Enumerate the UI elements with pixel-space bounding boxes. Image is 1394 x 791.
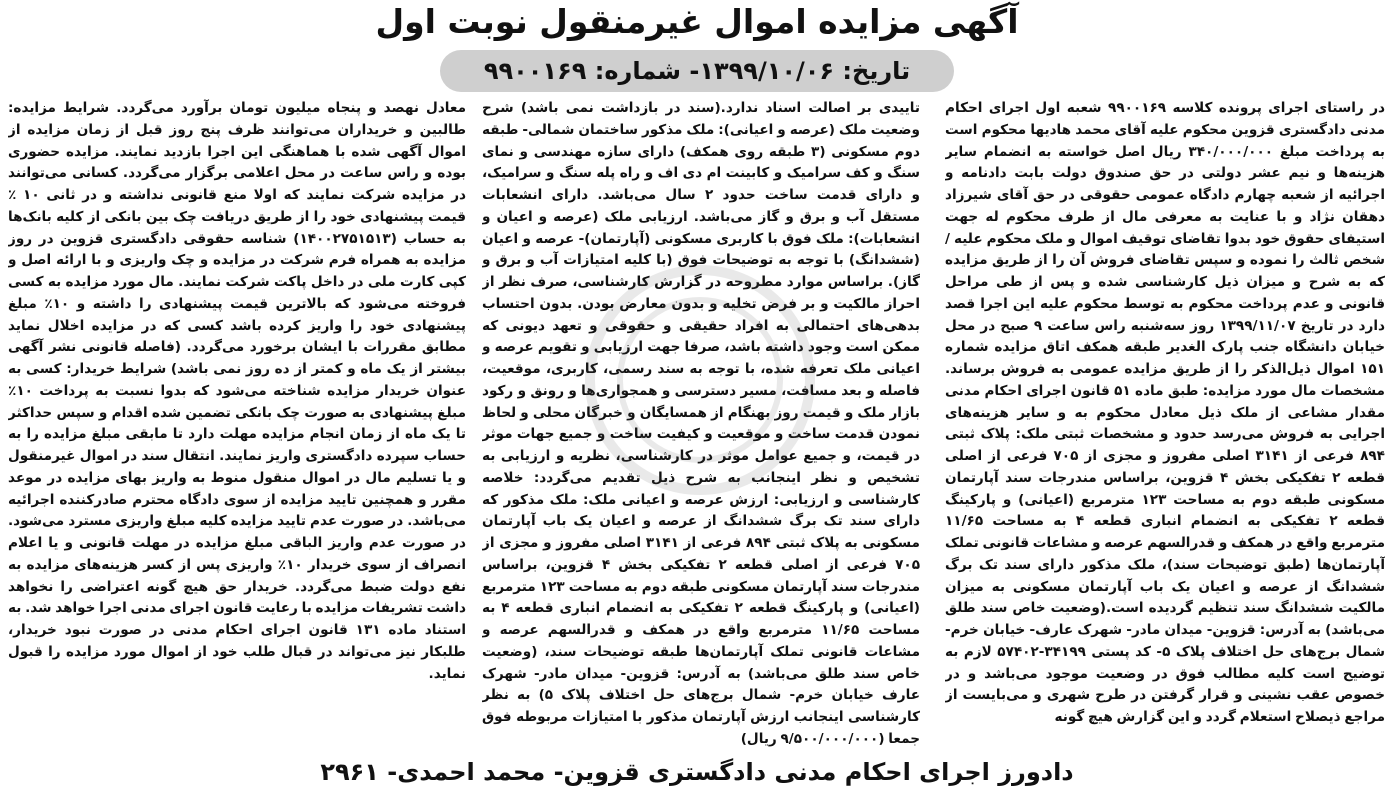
body-column-middle: تاییدی بر اصالت اسناد ندارد.(سند در بازداشت نمی باشد) شرح وضعیت ملک (عرصه و اعیانی): ملک مذکور ساختمان شمالی- طبقه دوم مسکونی (۳ طبقه روی همکف) دارای سازه مهندسی و نمای سنگ و کف سرامیک و کابینت ام دی اف و راه پله سنگ و سرامیک، و دارای قدمت ساخت حدود ۲ سال می‌باشد. دارای انشعابات مستقل آب و برق و گاز می‌باشد. ارزیابی ملک (عرصه و اعیان و انشعابات): ملک فوق با کاربری مسکونی (آپارتمان)- عرصه و اعیان (ششدانگ) با توجه به توضیحات فوق (با کلیه امتیازات آب و برق و گاز). براساس موارد مطروحه در گزارش کارشناسی، صرف نظر از احراز مالکیت و بر فرض تخلیه و بدون معارض بودن. بدون احتساب بدهی‌های احتمالی به افراد حقیقی و حقوقی و تعهد دیونی که ممکن است وجود داشته باشد، صرفا جهت ارزیابی و تقویم عرصه و اعیانی ملک تعرفه شده، با توجه به سند رسمی، کاربری، موقعیت، فاصله و بعد مسافت، مسیر دسترسی و همجواری‌ها و رونق و رکود بازار ملک و قیمت روز بهنگام از همسایگان و خبرگان محلی و لحاظ نمودن قدمت ساخت و موقعیت و کیفیت ساخت و جمیع جهات موثر در قیمت، و جمیع عوامل موثر در کارشناسی، نظریه و ارزیابی به تشخیص و نظر اینجانب به شرح ذیل تقدیم می‌گردد: خلاصه کارشناسی و ارزیابی: ارزش عرصه و اعیانی ملک: ملک مذکور که دارای سند تک برگ ششدانگ از عرصه و اعیان یک باب آپارتمان مسکونی به پلاک ثبتی ۸۹۴ فرعی از ۳۱۴۱ اصلی مفروز و مجزی از ۷۰۵ فرعی از اصلی قطعه ۲ تفکیکی بخش ۴ قزوین، براساس مندرجات سند آپارتمان مسکونی طبقه دوم به مساحت ۱۲۳ مترمربع (اعیانی) و پارکینگ قطعه ۲ تفکیکی به انضمام انباری قطعه ۴ به مساحت ۱۱/۶۵ مترمربع واقع در همکف و قدرالسهم عرصه و مشاعات قانونی تملک آپارتمان‌ها طبقه توضیحات سند، (وضعیت خاص سند طلق می‌باشد) به آدرس: قزوین- میدان مادر- شهرک عارف خیابان خرم- شمال برج‌های حل اختلاف پلاک ۵) به نظر کارشناسی اینجانب ارزش آپارتمان مذکور با امتیازات مربوطه فوق جمعا (۹/۵۰۰/۰۰۰/۰۰۰ ریال) (482, 100, 920, 747)
notice-footer-signature: دادورز اجرای احکام مدنی دادگستری قزوین- محمد احمدی- ۲۹۶۱ (320, 758, 1074, 786)
date-number-banner: تاریخ: ۱۳۹۹/۱۰/۰۶- شماره: ۹۹۰۰۱۶۹ (440, 50, 954, 92)
body-column-left: معادل نهصد و پنجاه میلیون تومان برآورد می‌گردد. شرایط مزایده: طالبین و خریداران می‌توانند ظرف پنج روز قبل از زمان مزایده از اموال آگهی شده با هماهنگی این اجرا بازدید نمایند. مزایده حضوری بوده و راس ساعت در محل اعلامی برگزار می‌گردد. کسانی می‌توانند در مزایده شرکت نمایند که اولا منع قانونی نداشته و در ثانی ۱۰ ٪ قیمت پیشنهادی خود را از طریق دریافت چک بین بانکی از کلیه بانک‌ها به حساب (۱۴۰۰۲۷۵۱۵۱۳) شناسه حقوقی دادگستری قزوین در روز مزایده به همراه فرم شرکت در مزایده و چک واریزی و با ارائه اصل و کپی کارت ملی در داخل پاکت شرکت نمایند. مال مورد مزایده به کسی فروخته می‌شود که بالاترین قیمت پیشنهادی را داشته و ۱۰٪ مبلغ پیشنهادی خود را واریز کرده باشد کسی که در مزایده اخلال نماید مطابق مقررات با ایشان برخورد می‌گردد. (فاصله قانونی نشر آگهی بیشتر از یک ماه و کمتر از ده روز نمی باشد) شرایط خریدار: کسی به عنوان خریدار مزایده شناخته می‌شود که بدوا نسبت به پرداخت ۱۰٪ مبلغ پیشنهادی به صورت چک بانکی تضمین شده اقدام و سپس حداکثر تا یک ماه از زمان انجام مزایده مهلت دارد تا مابقی مبلغ مزایده را به حساب سپرده دادگستری واریز نمایند. انتقال سند در اموال غیرمنقول و یا تسلیم مال در اموال منقول منوط به واریز بهای مزایده در موعد مقرر و همچنین تایید مزایده از سوی دادگاه محترم صادرکننده اجرائیه می‌باشد. در صورت عدم تایید مزایده کلیه مبلغ واریزی مسترد می‌شود. در صورت عدم واریز الباقی مبلغ مزایده در مهلت قانونی و یا اعلام انصراف از سوی خریدار ۱۰٪ واریزی پس از کسر هزینه‌های مزایده به نفع دولت ضبط می‌گردد. خریدار حق هیچ گونه اعتراضی را نخواهد داشت تشریفات مزایده با رعایت قانون اجرای مدنی اجرا خواهد شد. به استناد ماده ۱۳۱ قانون اجرای احکام مدنی در صورت نبود خریدار، طلبکار نیز می‌تواند در قبال طلب خود از اموال مورد مزایده را قبول نماید. (8, 100, 466, 682)
notice-title: آگهی مزایده اموال غیرمنقول نوبت اول (375, 2, 1019, 41)
notice-body (0, 98, 1394, 750)
body-column-right: در راستای اجرای پرونده کلاسه ۹۹۰۰۱۶۹ شعبه اول اجرای احکام مدنی دادگستری قزوین محکوم علیه آقای محمد هادیها محکوم است به پرداخت مبلغ ۳۴۰/۰۰۰/۰۰۰ ریال اصل خواسته به انضمام سایر هزینه‌ها و نیم عشر دولتی در حق صندوق دولت بابت دادنامه و اجرائیه از شعبه چهارم دادگاه عمومی حقوقی در حق آقای شیرزاد دهقان نژاد و با عنایت به معرفی مال از طرف محکوم له جهت استیفای حقوق خود بدوا تقاضای توقیف اموال و ملک محکوم علیه /شخص ثالث را نموده و سپس تقاضای فروش آن را از طریق مزایده که به شرح و میزان ذیل کارشناسی شده و پس از طی مراحل قانونی و عدم پرداخت محکوم به توسط محکوم علیه این اجرا قصد دارد در تاریخ ۱۳۹۹/۱۱/۰۷ روز سه‌شنبه راس ساعت ۹ صبح در محل خیابان دانشگاه جنب پارک الغدیر طبقه همکف اتاق مزایده شماره ۱۵۱ اموال ذیل‌الذکر را از طریق مزایده عمومی به فروش برساند. مشخصات مال مورد مزایده: طبق ماده ۵۱ قانون اجرای احکام مدنی مقدار مشاعی از ملک ذیل معادل محکوم به و سایر هزینه‌های اجرایی به فروش می‌رسد حدود و مشخصات ثبتی ملک: پلاک ثبتی ۸۹۴ فرعی از ۳۱۴۱ اصلی مفروز و مجزی از ۷۰۵ فرعی از اصلی قطعه ۲ تفکیکی بخش ۴ قزوین، براساس مندرجات سند آپارتمان مسکونی طبقه دوم به مساحت ۱۲۳ مترمربع (اعیانی) و پارکینگ قطعه ۲ تفکیکی به انضمام انباری قطعه ۴ به مساحت ۱۱/۶۵ مترمربع واقع در همکف و قدرالسهم عرصه و مشاعات قانونی تملک آپارتمان‌ها (طبق توضیحات سند)، ملک مذکور دارای سند تک برگ ششدانگ از عرصه و اعیان یک باب آپارتمان مسکونی به میزان مالکیت ششدانگ سند تنظیم گردیده است.(وضعیت خاص سند طلق می‌باشد) به آدرس: قزوین- میدان مادر- شهرک عارف- خیابان خرم- شمال برج‌های حل اختلاف پلاک ۵- کد پستی ۳۴۱۹۹-۵۷۴۰۲ لازم به توضیح است کلیه مطالب فوق در وضعیت موجود می‌باشد و در خصوص عقب نشینی و قرار گرفتن در طرح شهری و می‌بایست از مراجع ذیصلاح استعلام گردد و این گزارش هیچ گونه (945, 100, 1385, 725)
